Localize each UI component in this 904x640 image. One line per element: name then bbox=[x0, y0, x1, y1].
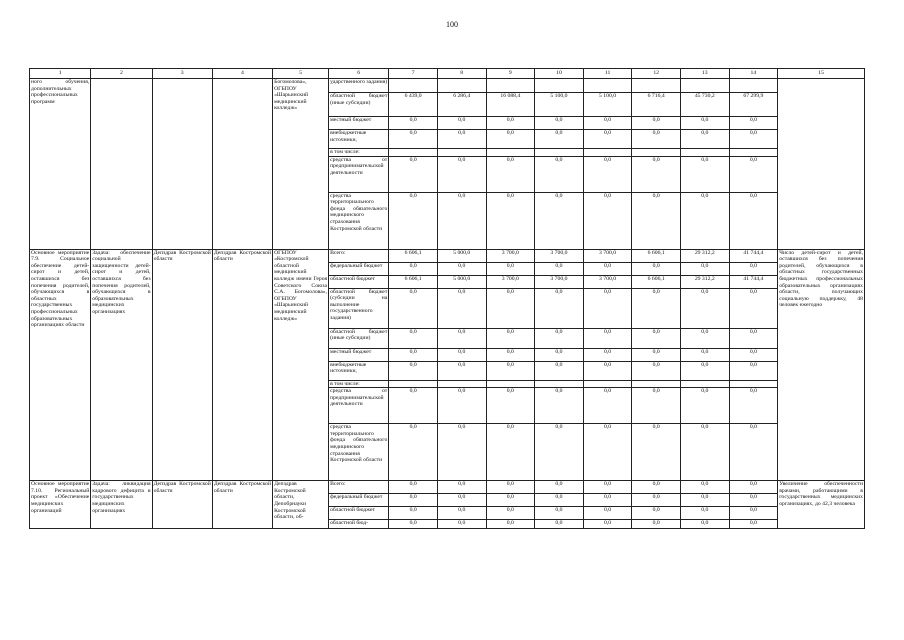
value-cell: 0,0 bbox=[486, 328, 535, 348]
value-cell: 0,0 bbox=[486, 262, 535, 275]
value-cell: 0,0 bbox=[680, 117, 729, 130]
column-header: 5 bbox=[273, 69, 329, 79]
merged-c4: Депздрав Костромской области bbox=[212, 481, 272, 529]
value-cell: 0,0 bbox=[680, 262, 729, 275]
value-cell: 0,0 bbox=[583, 361, 632, 380]
value-cell: 0,0 bbox=[583, 481, 632, 494]
value-cell: 0,0 bbox=[680, 388, 729, 424]
value-cell bbox=[729, 79, 778, 93]
value-cell bbox=[535, 380, 584, 388]
value-cell: 0,0 bbox=[583, 348, 632, 361]
value-cell: 0,0 bbox=[389, 361, 438, 380]
value-cell: 0,0 bbox=[535, 328, 584, 348]
value-cell: 0,0 bbox=[486, 507, 535, 520]
column-header: 13 bbox=[680, 69, 729, 79]
row-label: областной бюджет (иные субсидии) bbox=[329, 93, 389, 117]
value-cell: 0,0 bbox=[535, 388, 584, 424]
value-cell: 0,0 bbox=[437, 520, 486, 529]
value-cell bbox=[437, 149, 486, 157]
column-header: 12 bbox=[632, 69, 681, 79]
value-cell: 6 716,4 bbox=[632, 93, 681, 117]
merged-c5: ОГБПОУ «Костромской областной медицинский колледж имени Героя Советского Союза С.А. Богомолова», ОГБПОУ «Шарьинский медицинский колледж» bbox=[273, 249, 329, 481]
row-label: в том числе: bbox=[329, 149, 389, 157]
value-cell: 0,0 bbox=[680, 520, 729, 529]
value-cell: 0,0 bbox=[680, 361, 729, 380]
table-row bbox=[30, 79, 865, 93]
value-cell: 0,0 bbox=[389, 156, 438, 192]
value-cell: 6 606,1 bbox=[632, 249, 681, 262]
value-cell bbox=[486, 79, 535, 93]
row-label: областной бюджет bbox=[329, 275, 389, 288]
row-label: внебюджетные источники, bbox=[329, 130, 389, 149]
value-cell: 0,0 bbox=[389, 288, 438, 328]
column-header: 10 bbox=[535, 69, 584, 79]
value-cell bbox=[583, 79, 632, 93]
result-cell: Увеличение обеспеченности врачами, работающими в государственных медицинских организациях, до 42,3 человека bbox=[778, 481, 865, 529]
value-cell: 0,0 bbox=[535, 130, 584, 149]
column-header: 8 bbox=[437, 69, 486, 79]
value-cell bbox=[389, 380, 438, 388]
value-cell: 0,0 bbox=[389, 348, 438, 361]
value-cell: 0,0 bbox=[389, 388, 438, 424]
value-cell: 0,0 bbox=[486, 192, 535, 249]
value-cell: 0,0 bbox=[486, 520, 535, 529]
column-header: 1 bbox=[30, 69, 91, 79]
value-cell bbox=[437, 79, 486, 93]
value-cell: 0,0 bbox=[389, 424, 438, 481]
value-cell: 0,0 bbox=[729, 130, 778, 149]
value-cell: 0,0 bbox=[729, 507, 778, 520]
value-cell: 3 700,0 bbox=[486, 249, 535, 262]
value-cell: 0,0 bbox=[583, 507, 632, 520]
value-cell: 0,0 bbox=[583, 156, 632, 192]
value-cell: 0,0 bbox=[389, 262, 438, 275]
merged-c4: Депздрав Костромской области bbox=[212, 249, 272, 481]
budget-table bbox=[29, 68, 865, 529]
value-cell: 0,0 bbox=[486, 361, 535, 380]
value-cell: 41 744,4 bbox=[729, 249, 778, 262]
value-cell: 6 606,1 bbox=[389, 249, 438, 262]
value-cell: 0,0 bbox=[632, 388, 681, 424]
value-cell: 0,0 bbox=[437, 424, 486, 481]
value-cell: 0,0 bbox=[437, 494, 486, 507]
row-label: федеральный бюджет bbox=[329, 262, 389, 275]
column-header: 11 bbox=[583, 69, 632, 79]
row-label: ударственного задания) bbox=[329, 79, 389, 93]
page-number: 100 bbox=[446, 20, 458, 29]
table-row bbox=[30, 481, 865, 494]
value-cell bbox=[583, 380, 632, 388]
value-cell: 0,0 bbox=[632, 424, 681, 481]
value-cell: 0,0 bbox=[389, 494, 438, 507]
value-cell: 0,0 bbox=[535, 262, 584, 275]
row-label: областной бюджет (субсидии на выполнение государственного задания) bbox=[329, 288, 389, 328]
value-cell: 0,0 bbox=[583, 328, 632, 348]
column-header: 3 bbox=[152, 69, 212, 79]
value-cell: 0,0 bbox=[729, 388, 778, 424]
value-cell bbox=[437, 380, 486, 388]
value-cell: 0,0 bbox=[437, 348, 486, 361]
value-cell bbox=[680, 380, 729, 388]
value-cell: 0,0 bbox=[437, 192, 486, 249]
value-cell: 0,0 bbox=[437, 262, 486, 275]
value-cell: 0,0 bbox=[583, 262, 632, 275]
column-header: 6 bbox=[329, 69, 389, 79]
value-cell: 0,0 bbox=[632, 328, 681, 348]
value-cell: 0,0 bbox=[486, 388, 535, 424]
row-label: внебюджетные источники, bbox=[329, 361, 389, 380]
row-label: местный бюджет bbox=[329, 348, 389, 361]
value-cell: 0,0 bbox=[535, 424, 584, 481]
value-cell: 0,0 bbox=[535, 481, 584, 494]
value-cell: 3 700,0 bbox=[535, 249, 584, 262]
value-cell: 0,0 bbox=[680, 328, 729, 348]
value-cell bbox=[632, 149, 681, 157]
column-header: 9 bbox=[486, 69, 535, 79]
row-label: Всего: bbox=[329, 249, 389, 262]
value-cell: 0,0 bbox=[583, 424, 632, 481]
value-cell: 41 744,4 bbox=[729, 275, 778, 288]
row-label: областной бюджет bbox=[329, 507, 389, 520]
value-cell: 6 606,1 bbox=[389, 275, 438, 288]
value-cell bbox=[389, 149, 438, 157]
empty-cell bbox=[91, 79, 152, 250]
value-cell: 0,0 bbox=[632, 262, 681, 275]
value-cell: 0,0 bbox=[680, 192, 729, 249]
value-cell: 5 100,0 bbox=[583, 93, 632, 117]
value-cell: 0,0 bbox=[535, 288, 584, 328]
value-cell: 0,0 bbox=[389, 328, 438, 348]
value-cell: 0,0 bbox=[680, 494, 729, 507]
value-cell: 0,0 bbox=[389, 130, 438, 149]
value-cell: 0,0 bbox=[437, 361, 486, 380]
value-cell: 0,0 bbox=[729, 361, 778, 380]
value-cell: 0,0 bbox=[437, 130, 486, 149]
empty-cell bbox=[152, 79, 212, 250]
value-cell: 0,0 bbox=[535, 507, 584, 520]
column-header: 14 bbox=[729, 69, 778, 79]
value-cell: 0,0 bbox=[486, 348, 535, 361]
value-cell: 0,0 bbox=[583, 117, 632, 130]
value-cell: 0,0 bbox=[729, 520, 778, 529]
value-cell: 45 730,2 bbox=[680, 93, 729, 117]
merged-c3: Депздрав Костромской области bbox=[152, 481, 212, 529]
value-cell bbox=[583, 149, 632, 157]
value-cell: 3 700,0 bbox=[583, 249, 632, 262]
value-cell: 0,0 bbox=[486, 117, 535, 130]
value-cell: 5 000,0 bbox=[437, 275, 486, 288]
value-cell: 0,0 bbox=[535, 520, 584, 529]
value-cell: 0,0 bbox=[389, 520, 438, 529]
value-cell: 0,0 bbox=[583, 130, 632, 149]
merged-c2: Задача: ликвидация кадрового дефицита в государственных медицинских организациях bbox=[91, 481, 152, 529]
value-cell: 0,0 bbox=[437, 156, 486, 192]
value-cell: 0,0 bbox=[632, 507, 681, 520]
value-cell: 0,0 bbox=[680, 130, 729, 149]
value-cell bbox=[486, 380, 535, 388]
result-cell: Число детей-сирот и детей, оставшихся без попечения родителей, обучающихся в областных государственных бюджетных профессиональных образовательных организациях области, получающих социальную поддержку, 48 человек ежегодно bbox=[778, 249, 865, 481]
value-cell bbox=[535, 79, 584, 93]
merged-c5: Богомолова», ОГБПОУ «Шарьинский медицинский колледж» bbox=[273, 79, 329, 250]
value-cell: 0,0 bbox=[729, 481, 778, 494]
value-cell: 0,0 bbox=[729, 117, 778, 130]
value-cell: 0,0 bbox=[583, 520, 632, 529]
value-cell: 0,0 bbox=[535, 117, 584, 130]
value-cell: 0,0 bbox=[632, 520, 681, 529]
value-cell: 6 606,1 bbox=[632, 275, 681, 288]
row-label: средства территориального фонда обязательного медицинского страхования Костромской области bbox=[329, 192, 389, 249]
value-cell: 0,0 bbox=[486, 288, 535, 328]
value-cell: 0,0 bbox=[729, 192, 778, 249]
value-cell: 0,0 bbox=[486, 481, 535, 494]
value-cell: 0,0 bbox=[437, 328, 486, 348]
value-cell: 0,0 bbox=[437, 388, 486, 424]
value-cell: 0,0 bbox=[535, 156, 584, 192]
value-cell: 0,0 bbox=[535, 494, 584, 507]
value-cell bbox=[535, 149, 584, 157]
value-cell: 0,0 bbox=[389, 481, 438, 494]
value-cell: 0,0 bbox=[729, 494, 778, 507]
value-cell: 0,0 bbox=[632, 481, 681, 494]
value-cell: 0,0 bbox=[632, 361, 681, 380]
value-cell: 0,0 bbox=[632, 288, 681, 328]
merged-c1: Основное мероприятие 7.10. Региональный проект «Обеспечение медицинских организаций bbox=[30, 481, 91, 529]
value-cell: 0,0 bbox=[486, 494, 535, 507]
merged-c1: Основное мероприятие 7.9. Социальное обеспечение детей-сирот и детей, оставшихся без попечения родителей, обучающихся в областных государственных профессиональных образовательных организациях области bbox=[30, 249, 91, 481]
table-row bbox=[30, 249, 865, 262]
value-cell bbox=[632, 79, 681, 93]
column-header: 15 bbox=[778, 69, 865, 79]
row-label: средства от предпринимательской деятельности bbox=[329, 388, 389, 424]
column-header: 4 bbox=[212, 69, 272, 79]
value-cell: 29 312,2 bbox=[680, 275, 729, 288]
merged-c3: Депздрав Костромской области bbox=[152, 249, 212, 481]
value-cell: 0,0 bbox=[583, 388, 632, 424]
value-cell: 0,0 bbox=[632, 117, 681, 130]
value-cell: 0,0 bbox=[729, 424, 778, 481]
value-cell: 0,0 bbox=[486, 130, 535, 149]
value-cell: 3 700,0 bbox=[486, 275, 535, 288]
value-cell: 0,0 bbox=[389, 192, 438, 249]
value-cell: 5 000,0 bbox=[437, 249, 486, 262]
value-cell: 0,0 bbox=[437, 507, 486, 520]
row-label: Всего: bbox=[329, 481, 389, 494]
value-cell: 0,0 bbox=[680, 507, 729, 520]
value-cell: 0,0 bbox=[535, 192, 584, 249]
value-cell: 0,0 bbox=[729, 328, 778, 348]
value-cell: 6 286,4 bbox=[437, 93, 486, 117]
value-cell: 0,0 bbox=[437, 288, 486, 328]
value-cell: 3 700,0 bbox=[583, 275, 632, 288]
value-cell bbox=[729, 380, 778, 388]
value-cell: 0,0 bbox=[680, 424, 729, 481]
value-cell: 0,0 bbox=[680, 156, 729, 192]
value-cell: 0,0 bbox=[729, 348, 778, 361]
value-cell: 0,0 bbox=[729, 288, 778, 328]
value-cell bbox=[486, 149, 535, 157]
value-cell: 0,0 bbox=[389, 117, 438, 130]
value-cell: 0,0 bbox=[632, 130, 681, 149]
row-label: средства от предпринимательской деятельности bbox=[329, 156, 389, 192]
value-cell: 0,0 bbox=[632, 348, 681, 361]
row-label: средства территориального фонда обязательного медицинского страхования Костромской области bbox=[329, 424, 389, 481]
value-cell: 5 100,0 bbox=[535, 93, 584, 117]
value-cell: 0,0 bbox=[583, 288, 632, 328]
value-cell bbox=[680, 149, 729, 157]
value-cell: 0,0 bbox=[583, 494, 632, 507]
value-cell: 0,0 bbox=[437, 481, 486, 494]
value-cell bbox=[729, 149, 778, 157]
column-header: 2 bbox=[91, 69, 152, 79]
merged-c2: Задача: обеспечение социальной защищенности детей-сирот и детей, оставшихся без попечения родителей, обучающихся в образовательных медицинских организациях bbox=[91, 249, 152, 481]
value-cell: 0,0 bbox=[632, 192, 681, 249]
merged-c5: Депздрав Костромской области, Депобрнауки Костромской области, об- bbox=[273, 481, 329, 529]
value-cell: 0,0 bbox=[535, 361, 584, 380]
value-cell: 3 700,0 bbox=[535, 275, 584, 288]
value-cell: 0,0 bbox=[680, 481, 729, 494]
value-cell: 0,0 bbox=[680, 288, 729, 328]
value-cell: 0,0 bbox=[632, 494, 681, 507]
value-cell: 67 299,9 bbox=[729, 93, 778, 117]
row-label: федеральный бюджет bbox=[329, 494, 389, 507]
value-cell bbox=[632, 380, 681, 388]
value-cell: 29 312,2 bbox=[680, 249, 729, 262]
row-label: местный бюджет bbox=[329, 117, 389, 130]
result-cell bbox=[778, 79, 865, 250]
value-cell: 0,0 bbox=[729, 262, 778, 275]
row-label: областной бюд- bbox=[329, 520, 389, 529]
value-cell: 0,0 bbox=[486, 156, 535, 192]
value-cell: 0,0 bbox=[583, 192, 632, 249]
value-cell bbox=[680, 79, 729, 93]
column-header: 7 bbox=[389, 69, 438, 79]
value-cell bbox=[389, 79, 438, 93]
value-cell: 0,0 bbox=[437, 117, 486, 130]
row-label: в том числе: bbox=[329, 380, 389, 388]
value-cell: 0,0 bbox=[535, 348, 584, 361]
value-cell: 6 439,0 bbox=[389, 93, 438, 117]
value-cell: 0,0 bbox=[729, 156, 778, 192]
value-cell: 0,0 bbox=[632, 156, 681, 192]
empty-cell bbox=[212, 79, 272, 250]
row-label: областной бюджет (иные субсидии) bbox=[329, 328, 389, 348]
value-cell: 0,0 bbox=[389, 507, 438, 520]
value-cell: 16 088,4 bbox=[486, 93, 535, 117]
value-cell: 0,0 bbox=[680, 348, 729, 361]
merged-c1: ного обучения, дополнительных профессиональных программ bbox=[30, 79, 91, 250]
value-cell: 0,0 bbox=[486, 424, 535, 481]
